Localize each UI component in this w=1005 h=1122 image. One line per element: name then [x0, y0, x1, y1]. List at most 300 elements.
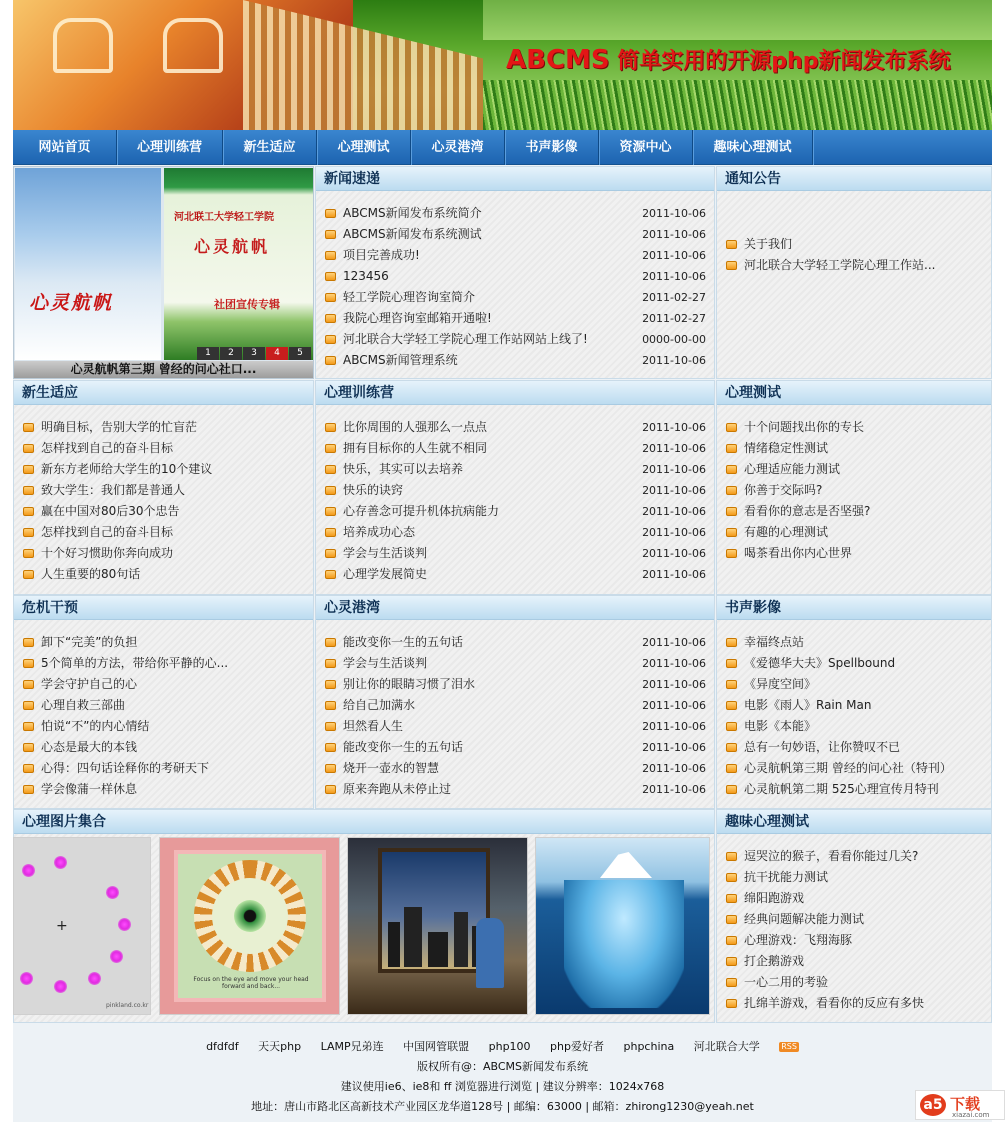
- center-cross: +: [56, 918, 68, 934]
- bullet-icon: [726, 638, 737, 647]
- list-item-title[interactable]: 心理适应能力测试: [744, 462, 841, 476]
- bullet-icon: [23, 486, 34, 495]
- bullet-icon: [726, 915, 737, 924]
- bullet-icon: [726, 680, 737, 689]
- list-item[interactable]: [723, 951, 983, 972]
- list-item-title[interactable]: 快乐的诀窍: [343, 483, 404, 497]
- list-item-title[interactable]: 赢在中国对80后30个忠告: [41, 504, 180, 518]
- list-item-date: 2011-02-27: [642, 312, 706, 325]
- list-item[interactable]: [322, 716, 706, 737]
- pager-5[interactable]: 5: [289, 347, 311, 360]
- list-item[interactable]: [322, 459, 706, 480]
- bullet-icon: [23, 444, 34, 453]
- bullet-icon: [23, 528, 34, 537]
- bullet-icon: [325, 743, 336, 752]
- list-item-title[interactable]: 喝茶看出你内心世界: [744, 546, 853, 560]
- list-item[interactable]: [20, 480, 305, 501]
- list-item[interactable]: [20, 695, 305, 716]
- list-item[interactable]: [20, 438, 305, 459]
- picture-city-window[interactable]: [347, 837, 528, 1015]
- picture-credit: pinkland.co.kr: [106, 1002, 149, 1009]
- list-item[interactable]: [322, 779, 706, 800]
- list-item-title[interactable]: 学会与生活谈判: [343, 656, 428, 670]
- training-box: [315, 380, 715, 595]
- friend-links: [13, 1037, 992, 1057]
- list-item[interactable]: [322, 522, 706, 543]
- list-item-title[interactable]: 原来奔跑从未停止过: [343, 782, 452, 796]
- list-item-title[interactable]: 心得：四句话诠释你的考研天下: [41, 761, 210, 775]
- bullet-icon: [726, 444, 737, 453]
- list-item-title[interactable]: 人生重要的80句话: [41, 567, 141, 581]
- list-item-title[interactable]: 烧开一壶水的智慧: [343, 761, 440, 775]
- list-item[interactable]: [723, 543, 983, 564]
- list-item-date: 2011-10-06: [642, 720, 706, 733]
- pink-dot: [106, 886, 119, 899]
- browser-note: 建议使用ie6、ie8和 ff 浏览器进行浏览 | 建议分辨率：1024x768: [340, 1080, 665, 1093]
- bullet-icon: [325, 680, 336, 689]
- list-item[interactable]: [723, 522, 983, 543]
- list-item[interactable]: [723, 653, 983, 674]
- list-item-title[interactable]: 学会像蒲一样休息: [41, 782, 138, 796]
- list-item-title[interactable]: 心灵航帆第二期 525心理宣传月特刊: [744, 782, 939, 796]
- friend-link[interactable]: php100: [488, 1040, 531, 1053]
- building: [454, 912, 468, 967]
- nav-tests[interactable]: 心理测试: [317, 130, 411, 165]
- list-item-title[interactable]: 学会守护自己的心: [41, 677, 138, 691]
- list-item-title[interactable]: 项目完善成功!: [343, 248, 420, 262]
- watermark-text: 下载: [950, 1095, 981, 1113]
- nav-media[interactable]: 书声影像: [505, 130, 599, 165]
- friend-link[interactable]: 河北联合大学: [693, 1040, 760, 1053]
- list-item[interactable]: [322, 543, 706, 564]
- bullet-icon: [23, 764, 34, 773]
- list-item-date: 2011-10-06: [642, 270, 706, 283]
- list-item-title[interactable]: 电影《雨人》Rain Man: [744, 698, 872, 712]
- nav-home[interactable]: 网站首页: [13, 130, 117, 165]
- list-item[interactable]: [20, 632, 305, 653]
- friend-link[interactable]: dfdfdf: [206, 1040, 239, 1053]
- list-item[interactable]: [723, 459, 983, 480]
- footer: [13, 1033, 992, 1122]
- tests-box: [716, 380, 992, 595]
- notice-box: [716, 166, 992, 379]
- list-item-date: 2011-10-06: [642, 207, 706, 220]
- notice-title: 通知公告: [717, 167, 991, 191]
- pink-dot: [88, 972, 101, 985]
- list-item-title[interactable]: 十个问题找出你的专长: [744, 420, 865, 434]
- list-item-title[interactable]: 你善于交际吗?: [744, 483, 823, 497]
- bullet-icon: [726, 743, 737, 752]
- list-item-title[interactable]: 河北联合大学轻工学院心理工作站...: [744, 258, 936, 272]
- list-item-date: 2011-10-06: [642, 568, 706, 581]
- list-item-title[interactable]: 心理学发展简史: [343, 567, 428, 581]
- bullet-icon: [325, 701, 336, 710]
- list-item-title[interactable]: 怕说“不”的内心情结: [41, 719, 150, 733]
- list-item[interactable]: [20, 522, 305, 543]
- iceberg-tip: [600, 852, 652, 878]
- list-item[interactable]: [322, 501, 706, 522]
- a5-logo-icon: a5: [920, 1094, 946, 1116]
- list-item-date: 2011-10-06: [642, 526, 706, 539]
- nav-training[interactable]: 心理训练营: [117, 130, 223, 165]
- pink-dot: [110, 950, 123, 963]
- iceberg-body: [564, 880, 684, 1008]
- list-item-title[interactable]: 怎样找到自己的奋斗目标: [41, 525, 174, 539]
- bullet-icon: [726, 465, 737, 474]
- list-item[interactable]: [20, 564, 305, 585]
- bullet-icon: [325, 423, 336, 432]
- list-item-title[interactable]: 心理自救三部曲: [41, 698, 126, 712]
- list-item-title[interactable]: 别让你的眼睛习惯了泪水: [343, 677, 476, 691]
- list-item-title[interactable]: 新东方老师给大学生的10个建议: [41, 462, 213, 476]
- list-item-title[interactable]: 卸下“完美”的负担: [41, 635, 138, 649]
- nav-resources[interactable]: 资源中心: [599, 130, 693, 165]
- list-item-title[interactable]: 心态是最大的本钱: [41, 740, 138, 754]
- bullet-icon: [325, 209, 336, 218]
- list-item-title[interactable]: 心理游戏：飞翔海豚: [744, 933, 853, 947]
- banner-chair: [53, 18, 113, 73]
- friend-link[interactable]: 中国网管联盟: [403, 1040, 470, 1053]
- bullet-icon: [726, 528, 737, 537]
- list-item[interactable]: [322, 203, 706, 224]
- bullet-icon: [23, 570, 34, 579]
- list-item-date: 2011-10-06: [642, 547, 706, 560]
- pager-1[interactable]: 1: [197, 347, 219, 360]
- bullet-icon: [726, 486, 737, 495]
- list-item[interactable]: [322, 653, 706, 674]
- list-item[interactable]: [322, 266, 706, 287]
- nav-fun-tests[interactable]: 趣味心理测试: [693, 130, 813, 165]
- list-item[interactable]: [322, 695, 706, 716]
- list-item-date: 2011-10-06: [642, 636, 706, 649]
- freshman-list: [20, 417, 305, 585]
- feature-right-line2: 心灵航帆: [194, 237, 271, 256]
- bullet-icon: [325, 444, 336, 453]
- list-item-title[interactable]: 河北联合大学轻工学院心理工作站网站上线了!: [343, 332, 588, 346]
- watermark-site: xiazai.com: [952, 1111, 990, 1119]
- rss-icon[interactable]: RSS: [781, 1042, 797, 1051]
- list-item[interactable]: [20, 653, 305, 674]
- list-item-date: 2011-10-06: [642, 657, 706, 670]
- picture-dots-illusion[interactable]: [13, 837, 151, 1015]
- bullet-icon: [23, 423, 34, 432]
- list-item[interactable]: [723, 758, 983, 779]
- harbor-box: [315, 595, 715, 809]
- bullet-icon: [726, 659, 737, 668]
- bullet-icon: [325, 335, 336, 344]
- list-item-title[interactable]: 明确目标，告别大学的忙盲茫: [41, 420, 198, 434]
- list-item[interactable]: [723, 417, 983, 438]
- list-item-date: 2011-10-06: [642, 678, 706, 691]
- list-item-title[interactable]: 打企鹅游戏: [744, 954, 805, 968]
- list-item-title[interactable]: 关于我们: [744, 237, 793, 251]
- banner-grass: [483, 80, 992, 130]
- list-item[interactable]: [723, 255, 983, 276]
- pink-dot: [20, 972, 33, 985]
- list-item-title[interactable]: ABCMS新闻发布系统简介: [343, 206, 482, 220]
- list-item-title[interactable]: 扎绵羊游戏，看看你的反应有多快: [744, 996, 925, 1010]
- list-item-date: 2011-10-06: [642, 463, 706, 476]
- list-item-title[interactable]: 我院心理咨询室邮箱开通啦!: [343, 311, 492, 325]
- bullet-icon: [325, 507, 336, 516]
- list-item-title[interactable]: 有趣的心理测试: [744, 525, 829, 539]
- list-item[interactable]: [723, 674, 983, 695]
- list-item[interactable]: [20, 779, 305, 800]
- list-item-title[interactable]: 心灵航帆第三期 曾经的问心社（特刊）: [744, 761, 952, 775]
- bullet-icon: [23, 701, 34, 710]
- list-item-title[interactable]: 经典问题解决能力测试: [744, 912, 865, 926]
- list-item[interactable]: [322, 480, 706, 501]
- list-item[interactable]: [723, 737, 983, 758]
- list-item-title[interactable]: 能改变你一生的五句话: [343, 740, 464, 754]
- bullet-icon: [325, 549, 336, 558]
- list-item-title[interactable]: 总有一句妙语，让你赞叹不已: [744, 740, 901, 754]
- bullet-icon: [726, 722, 737, 731]
- list-item-title[interactable]: 怎样找到自己的奋斗目标: [41, 441, 174, 455]
- bullet-icon: [325, 272, 336, 281]
- list-item[interactable]: [723, 993, 983, 1014]
- list-item[interactable]: [322, 350, 706, 371]
- pink-dot: [118, 918, 131, 931]
- bullet-icon: [325, 230, 336, 239]
- pictures-title: 心理图片集合: [14, 810, 714, 834]
- list-item[interactable]: [723, 438, 983, 459]
- slideshow-pager: [196, 347, 311, 360]
- list-item-title[interactable]: 学会与生活谈判: [343, 546, 428, 560]
- bullet-icon: [726, 957, 737, 966]
- figure-at-window: [476, 918, 504, 988]
- bullet-icon: [726, 999, 737, 1008]
- bullet-icon: [726, 764, 737, 773]
- list-item-title[interactable]: 5个简单的方法，带给你平静的心...: [41, 656, 229, 670]
- list-item[interactable]: [322, 308, 706, 329]
- list-item-title[interactable]: 抗干扰能力测试: [744, 870, 829, 884]
- list-item-date: 2011-02-27: [642, 291, 706, 304]
- friend-link[interactable]: 天天php: [258, 1040, 302, 1053]
- bullet-icon: [726, 261, 737, 270]
- list-item[interactable]: [20, 737, 305, 758]
- list-item[interactable]: [20, 674, 305, 695]
- list-item[interactable]: [723, 930, 983, 951]
- feature-left-text: 心灵航帆: [29, 292, 114, 314]
- building: [404, 907, 422, 967]
- training-list: [322, 417, 706, 585]
- feature-slideshow[interactable]: [13, 166, 314, 379]
- list-item-title[interactable]: 幸福终点站: [744, 635, 805, 649]
- list-item[interactable]: [20, 501, 305, 522]
- list-item-date: 2011-10-06: [642, 249, 706, 262]
- pink-dot: [22, 864, 35, 877]
- list-item[interactable]: [723, 888, 983, 909]
- list-item[interactable]: [322, 632, 706, 653]
- nav-harbor[interactable]: 心灵港湾: [411, 130, 505, 165]
- bullet-icon: [726, 507, 737, 516]
- list-item-date: 2011-10-06: [642, 421, 706, 434]
- crisis-list: [20, 632, 305, 800]
- tests-list: [723, 417, 983, 564]
- list-item-date: 2011-10-06: [642, 699, 706, 712]
- list-item[interactable]: [20, 459, 305, 480]
- harbor-list: [322, 632, 706, 800]
- bullet-icon: [726, 240, 737, 249]
- list-item[interactable]: [20, 758, 305, 779]
- list-item[interactable]: [322, 758, 706, 779]
- friend-link[interactable]: php爱好者: [550, 1040, 604, 1053]
- feature-right-line1: 河北联工大学轻工学院: [174, 212, 274, 223]
- picture-iceberg[interactable]: [535, 837, 710, 1015]
- media-title: 书声影像: [717, 596, 991, 620]
- freshman-box: [13, 380, 314, 595]
- list-item-title[interactable]: 《异度空间》: [744, 677, 817, 691]
- bullet-icon: [726, 423, 737, 432]
- banner-subtitle: 简单实用的开源php新闻发布系统: [617, 49, 951, 74]
- friend-link[interactable]: LAMP兄弟连: [320, 1040, 384, 1053]
- media-box: [716, 595, 992, 809]
- bullet-icon: [726, 549, 737, 558]
- main-nav: [13, 130, 992, 165]
- list-item[interactable]: [322, 564, 706, 585]
- list-item-title[interactable]: 轻工学院心理咨询室简介: [343, 290, 476, 304]
- list-item-title[interactable]: 电影《本能》: [744, 719, 817, 733]
- harbor-title: 心灵港湾: [316, 596, 714, 620]
- list-item[interactable]: [723, 695, 983, 716]
- eye-icon: [234, 900, 266, 932]
- bullet-icon: [23, 638, 34, 647]
- list-item[interactable]: [20, 543, 305, 564]
- bullet-icon: [23, 549, 34, 558]
- nav-freshman[interactable]: 新生适应: [223, 130, 317, 165]
- bullet-icon: [325, 785, 336, 794]
- bullet-icon: [325, 251, 336, 260]
- list-item-title[interactable]: 心存善念可提升机体抗病能力: [343, 504, 500, 518]
- list-item[interactable]: [723, 909, 983, 930]
- list-item-title[interactable]: 培养成功心态: [343, 525, 416, 539]
- list-item-date: 2011-10-06: [642, 228, 706, 241]
- building: [388, 922, 400, 967]
- list-item[interactable]: [723, 234, 983, 255]
- list-item[interactable]: [723, 972, 983, 993]
- picture-eye-illusion[interactable]: [159, 837, 340, 1015]
- list-item[interactable]: [322, 245, 706, 266]
- list-item-title[interactable]: ABCMS新闻管理系统: [343, 353, 458, 367]
- list-item[interactable]: [723, 716, 983, 737]
- site-banner: [13, 0, 992, 130]
- list-item-title[interactable]: 绵阳跑游戏: [744, 891, 805, 905]
- pink-dot: [54, 856, 67, 869]
- building: [428, 932, 448, 967]
- list-item[interactable]: [723, 501, 983, 522]
- list-item[interactable]: [322, 674, 706, 695]
- list-item[interactable]: [322, 329, 706, 350]
- list-item-title[interactable]: 十个好习惯助你奔向成功: [41, 546, 174, 560]
- bullet-icon: [726, 978, 737, 987]
- tests-title: 心理测试: [717, 381, 991, 405]
- list-item-title[interactable]: 看看你的意志是否坚强?: [744, 504, 871, 518]
- list-item-date: 2011-10-06: [642, 762, 706, 775]
- list-item[interactable]: [322, 287, 706, 308]
- list-item-title[interactable]: 给自己加满水: [343, 698, 416, 712]
- list-item[interactable]: [322, 737, 706, 758]
- pager-2[interactable]: 2: [220, 347, 242, 360]
- list-item-title[interactable]: 快乐，其实可以去培养: [343, 462, 464, 476]
- feature-cover-right: [164, 168, 313, 360]
- bullet-icon: [23, 722, 34, 731]
- bullet-icon: [726, 894, 737, 903]
- banner-chair: [163, 18, 223, 73]
- pager-4[interactable]: 4: [266, 347, 288, 360]
- bullet-icon: [325, 638, 336, 647]
- list-item[interactable]: [322, 417, 706, 438]
- notice-list: [723, 234, 983, 276]
- list-item[interactable]: [723, 779, 983, 800]
- fun-box: [716, 809, 992, 1023]
- news-box: [315, 166, 715, 379]
- bullet-icon: [325, 314, 336, 323]
- bullet-icon: [325, 465, 336, 474]
- banner-title: [506, 44, 950, 75]
- list-item-title[interactable]: 致大学生：我们都是普通人: [41, 483, 186, 497]
- fun-title: 趣味心理测试: [717, 810, 991, 834]
- bullet-icon: [325, 356, 336, 365]
- bullet-icon: [23, 680, 34, 689]
- list-item[interactable]: [322, 438, 706, 459]
- page: [13, 0, 992, 1122]
- bullet-icon: [726, 701, 737, 710]
- banner-brand: ABCMS: [506, 45, 610, 75]
- bullet-icon: [726, 873, 737, 882]
- address: 地址：唐山市路北区高新技术产业园区龙华道128号 | 邮编：63000 | 邮箱：zhirong1230@yeah.net: [251, 1100, 754, 1113]
- list-item[interactable]: [723, 867, 983, 888]
- list-item[interactable]: [723, 846, 983, 867]
- bullet-icon: [23, 785, 34, 794]
- list-item[interactable]: [20, 716, 305, 737]
- bullet-icon: [726, 852, 737, 861]
- banner-railing: [243, 0, 483, 130]
- list-item-title[interactable]: 一心二用的考验: [744, 975, 829, 989]
- list-item-title[interactable]: 逗哭泣的猴子，看看你能过几关?: [744, 849, 919, 863]
- watermark-logo: [915, 1090, 1005, 1120]
- pink-dot: [54, 980, 67, 993]
- fun-list: [723, 846, 983, 1014]
- bullet-icon: [325, 570, 336, 579]
- feature-caption[interactable]: 心灵航帆第三期 曾经的问心社口...: [14, 361, 313, 378]
- window-view: [378, 848, 490, 973]
- list-item-title[interactable]: 123456: [343, 269, 389, 283]
- list-item-title[interactable]: 比你周围的人强那么一点点: [343, 420, 488, 434]
- pager-3[interactable]: 3: [243, 347, 265, 360]
- list-item-title[interactable]: 情绪稳定性测试: [744, 441, 829, 455]
- friend-link[interactable]: phpchina: [623, 1040, 675, 1053]
- list-item-title[interactable]: 坦然看人生: [343, 719, 404, 733]
- list-item[interactable]: [322, 224, 706, 245]
- list-item-title[interactable]: ABCMS新闻发布系统测试: [343, 227, 482, 241]
- list-item-title[interactable]: 能改变你一生的五句话: [343, 635, 464, 649]
- list-item[interactable]: [723, 480, 983, 501]
- list-item-title[interactable]: 拥有目标你的人生就不相同: [343, 441, 488, 455]
- bullet-icon: [325, 659, 336, 668]
- list-item-title[interactable]: 《爱德华大夫》Spellbound: [744, 656, 896, 670]
- crisis-box: [13, 595, 314, 809]
- list-item[interactable]: [723, 632, 983, 653]
- list-item[interactable]: [20, 417, 305, 438]
- list-item-date: 2011-10-06: [642, 354, 706, 367]
- bullet-icon: [325, 528, 336, 537]
- bullet-icon: [325, 722, 336, 731]
- news-title: 新闻速递: [316, 167, 714, 191]
- bullet-icon: [23, 743, 34, 752]
- list-item-date: 2011-10-06: [642, 442, 706, 455]
- list-item-date: 2011-10-06: [642, 741, 706, 754]
